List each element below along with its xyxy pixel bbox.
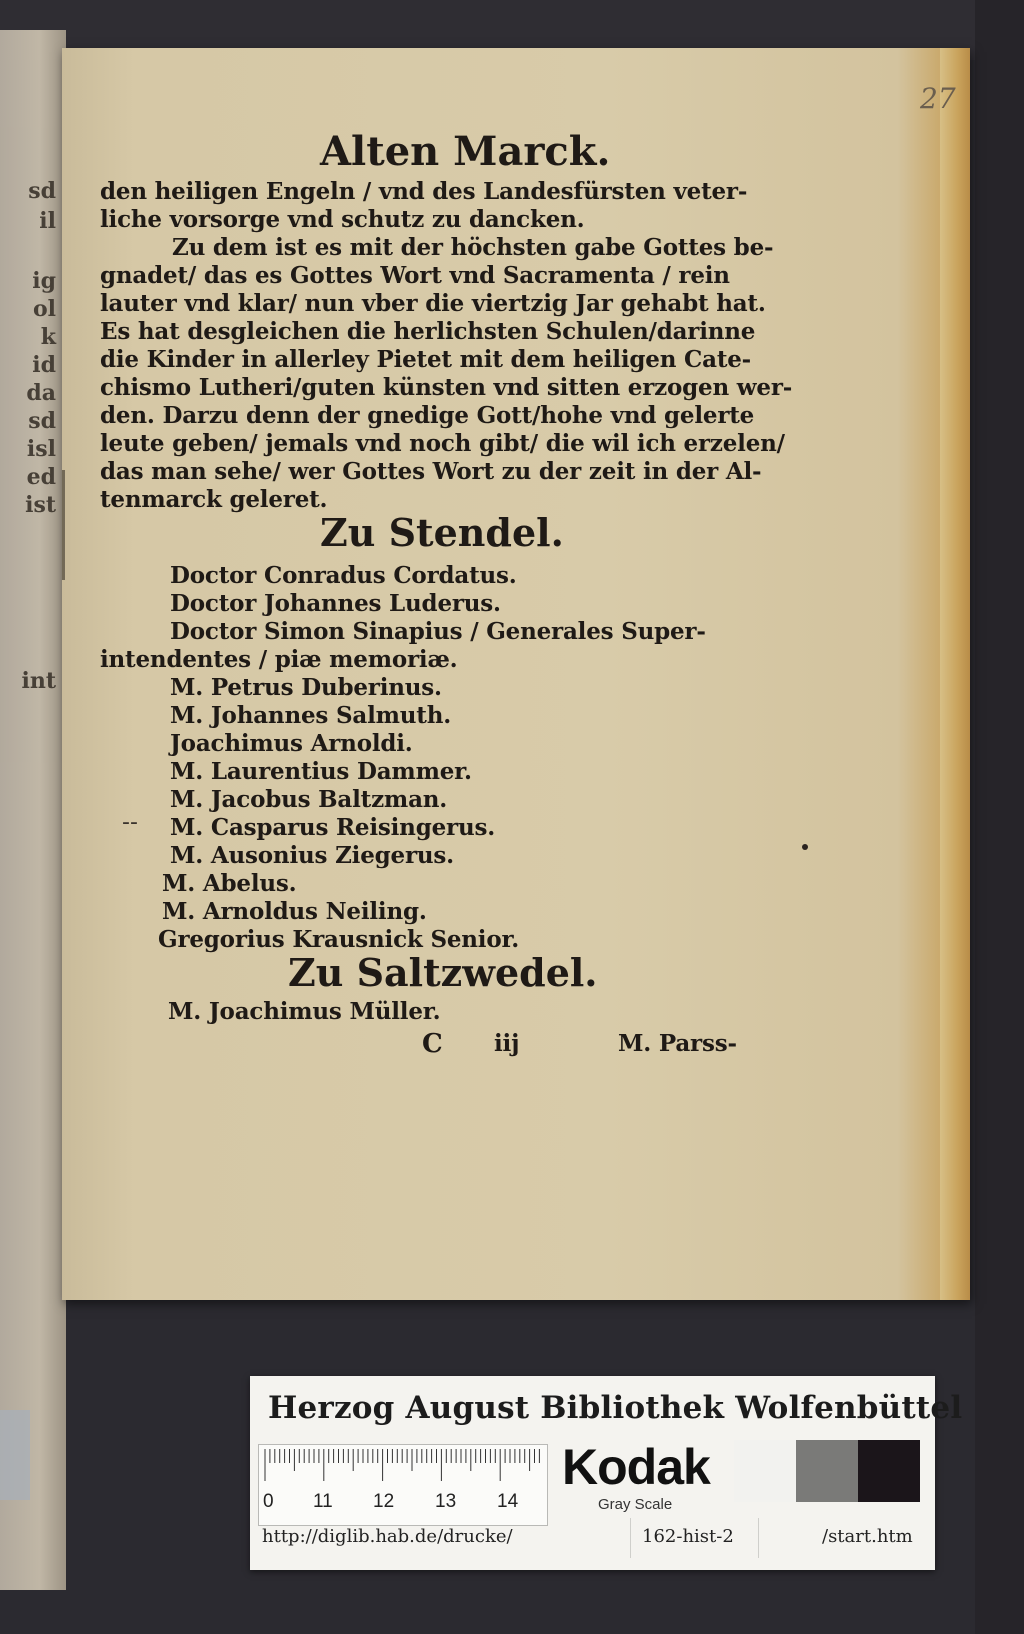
name-entry: Gregorius Krausnick Senior. — [158, 926, 520, 953]
left-page-fragment: ig — [32, 268, 56, 294]
gray-patch-mid — [796, 1440, 858, 1502]
scanned-page — [62, 48, 970, 1300]
catchword: M. Parss- — [618, 1030, 737, 1057]
ruler-label: 11 — [313, 1491, 333, 1512]
name-entry: intendentes / piæ memoriæ. — [100, 646, 458, 673]
margin-rule — [62, 470, 65, 580]
library-name: Herzog August Bibliothek Wolfenbüttel — [268, 1390, 963, 1426]
body-line: chismo Lutheri/guten künsten vnd sitten erzogen wer- — [100, 374, 793, 401]
name-entry: Doctor Conradus Cordatus. — [170, 562, 517, 589]
url-prefix: http://diglib.hab.de/drucke/ — [262, 1526, 513, 1547]
signature-mark: C — [422, 1029, 443, 1059]
url-suffix: /start.htm — [822, 1526, 913, 1547]
ruler-label: 14 — [497, 1491, 519, 1512]
body-line: die Kinder in allerley Pietet mit dem heiligen Cate- — [100, 346, 752, 373]
name-entry: M. Petrus Duberinus. — [170, 674, 442, 701]
name-entry: Joachimus Arnoldi. — [170, 730, 413, 757]
body-line: gnadet/ das es Gottes Wort vnd Sacramenta / rein — [100, 262, 730, 289]
name-entry: Doctor Simon Sinapius / Generales Super- — [170, 618, 706, 645]
section-heading-stendel: Zu Stendel. — [320, 510, 564, 555]
body-line: den. Darzu denn der gnedige Gott/hohe vnd gelerte — [100, 402, 755, 429]
kodak-logo: Kodak — [562, 1439, 710, 1495]
name-entry: M. Laurentius Dammer. — [170, 758, 472, 785]
name-entry: M. Joachimus Müller. — [168, 998, 441, 1025]
body-line: leute geben/ jemals vnd noch gibt/ die wil ich erzelen/ — [100, 430, 785, 457]
ink-spot — [802, 844, 808, 850]
name-entry: Doctor Johannes Luderus. — [170, 590, 501, 617]
left-facing-page — [0, 30, 66, 1590]
body-line: den heiligen Engeln / vnd des Landesfürsten veter- — [100, 178, 748, 205]
running-header: Alten Marck. — [320, 128, 611, 175]
name-entry: M. Ausonius Ziegerus. — [170, 842, 454, 869]
body-line: tenmarck geleret. — [100, 486, 328, 513]
name-entry: M. Arnoldus Neiling. — [162, 898, 427, 925]
folio-number: 27 — [920, 82, 956, 115]
left-page-fragment: sd — [28, 178, 56, 204]
left-page-fragment: int — [21, 668, 56, 694]
name-entry: M. Abelus. — [162, 870, 297, 897]
left-page-fragment: da — [26, 380, 56, 406]
gray-patch-black — [858, 1440, 920, 1502]
margin-dash: -- — [122, 810, 138, 835]
left-edge-label-strip — [0, 1410, 30, 1500]
left-page-fragment: isl — [26, 436, 56, 462]
library-calibration-card — [250, 1376, 963, 1570]
left-page-fragment: ed — [26, 464, 56, 490]
scanner-background-right — [975, 0, 1024, 1634]
ruler-label: 0 — [263, 1491, 274, 1512]
gray-scale-label: Gray Scale — [598, 1496, 673, 1513]
left-page-fragment: ol — [32, 296, 56, 322]
name-entry: M. Johannes Salmuth. — [170, 702, 452, 729]
ruler-label: 12 — [373, 1491, 395, 1512]
left-page-fragment: id — [32, 352, 56, 378]
left-page-fragment: k — [40, 324, 56, 350]
section-heading-saltzwedel: Zu Saltzwedel. — [288, 950, 598, 995]
signature-number: iij — [494, 1030, 520, 1057]
ruler-ticks — [261, 1447, 545, 1483]
body-line: das man sehe/ wer Gottes Wort zu der zeit in der Al- — [100, 458, 762, 485]
left-page-fragment: sd — [28, 408, 56, 434]
name-entry: M. Casparus Reisingerus. — [170, 814, 496, 841]
left-page-fragment: il — [39, 208, 56, 234]
body-line: lauter vnd klar/ nun vber die viertzig Jar gehabt hat. — [100, 290, 766, 317]
body-line: liche vorsorge vnd schutz zu dancken. — [100, 206, 585, 233]
measurement-ruler — [258, 1444, 548, 1526]
gray-patch-white — [734, 1440, 796, 1502]
url-shelfmark: 162-hist-2 — [642, 1526, 734, 1547]
left-page-fragment: ist — [25, 492, 56, 518]
page-edge-gilt — [940, 48, 970, 1300]
body-line: Es hat desgleichen die herlichsten Schulen/darinne — [100, 318, 756, 345]
name-entry: M. Jacobus Baltzman. — [170, 786, 448, 813]
ruler-label: 13 — [435, 1491, 457, 1512]
body-line: Zu dem ist es mit der höchsten gabe Gottes be- — [172, 234, 774, 261]
